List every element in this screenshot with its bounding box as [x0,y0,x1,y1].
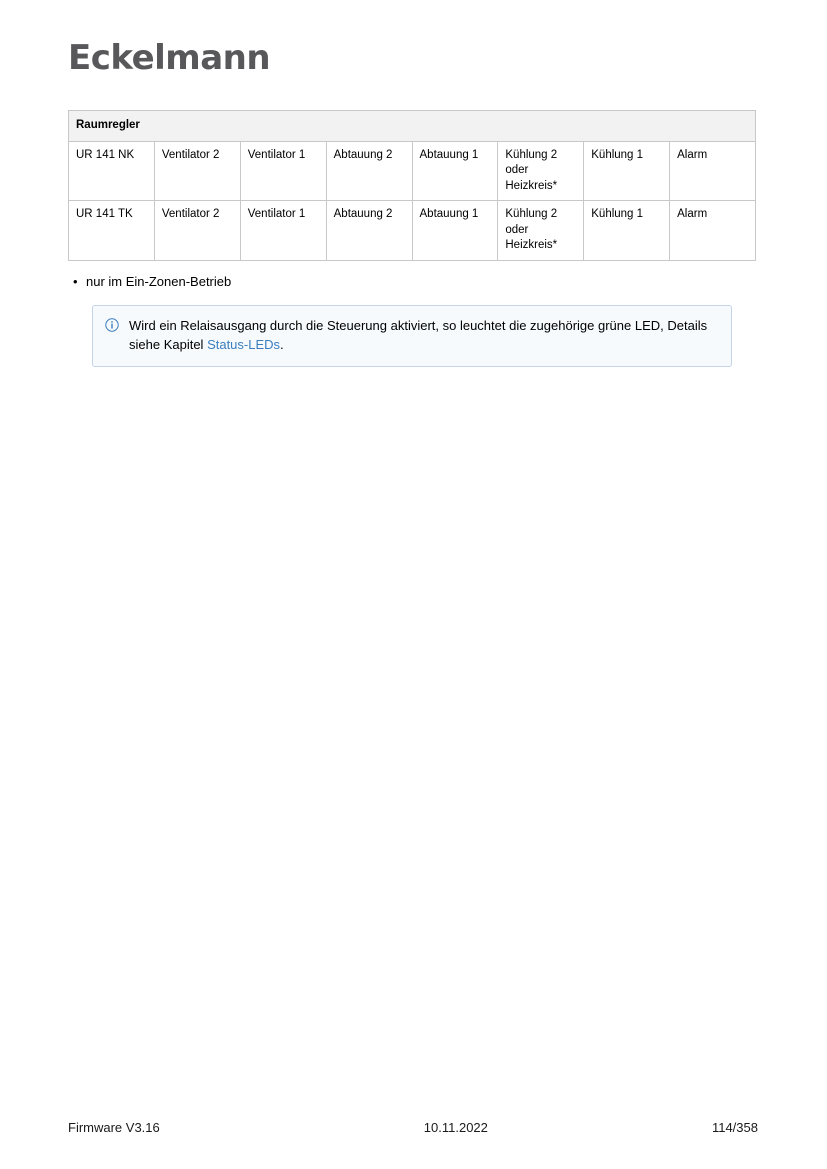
info-icon [105,318,119,332]
table-cell: Abtauung 1 [412,141,498,201]
table-cell: Ventilator 1 [240,201,326,261]
table-cell: Abtauung 2 [326,201,412,261]
table-cell: Ventilator 2 [154,201,240,261]
table-body [69,141,756,260]
table-header-row [69,111,756,142]
info-note-text-part2: . [280,336,284,352]
table-cell: Ventilator 1 [240,141,326,201]
table-cell: Alarm [670,201,756,261]
table-cell: Abtauung 2 [326,141,412,201]
table-cell: Alarm [670,141,756,201]
list-item: • nur im Ein-Zonen-Betrieb [68,273,758,291]
table-header-title: Raumregler [69,111,756,142]
table-cell: Ventilator 2 [154,141,240,201]
info-note-box [92,305,732,368]
table-row [69,141,756,201]
info-note-text [129,317,719,355]
table-cell: Kühlung 2 oder Heizkreis* [498,201,584,261]
table-row [69,201,756,261]
page-content [68,110,758,367]
status-leds-link[interactable]: Status-LEDs [207,336,281,352]
info-note-text-part1: Wird ein Relaisausgang durch die Steuerung aktiviert, so leuchtet die zugehörige grüne LED, Details siehe Kapitel [129,317,708,352]
page-footer [68,1120,758,1135]
table-cell: Abtauung 1 [412,201,498,261]
table-header [69,111,756,142]
company-logo: Eckelmann [68,38,271,78]
table-cell: Kühlung 1 [584,201,670,261]
footer-page-number: 114/358 [711,1120,758,1135]
table-cell-device: UR 141 NK [69,141,155,201]
footer-firmware-version: Firmware V3.16 [68,1120,160,1135]
table-cell-device: UR 141 TK [69,201,155,261]
footnote-list [68,273,758,291]
table-cell: Kühlung 1 [584,141,670,201]
relay-assignment-table [68,110,756,261]
table-cell: Kühlung 2 oder Heizkreis* [498,141,584,201]
footer-date: 10.11.2022 [423,1120,488,1135]
